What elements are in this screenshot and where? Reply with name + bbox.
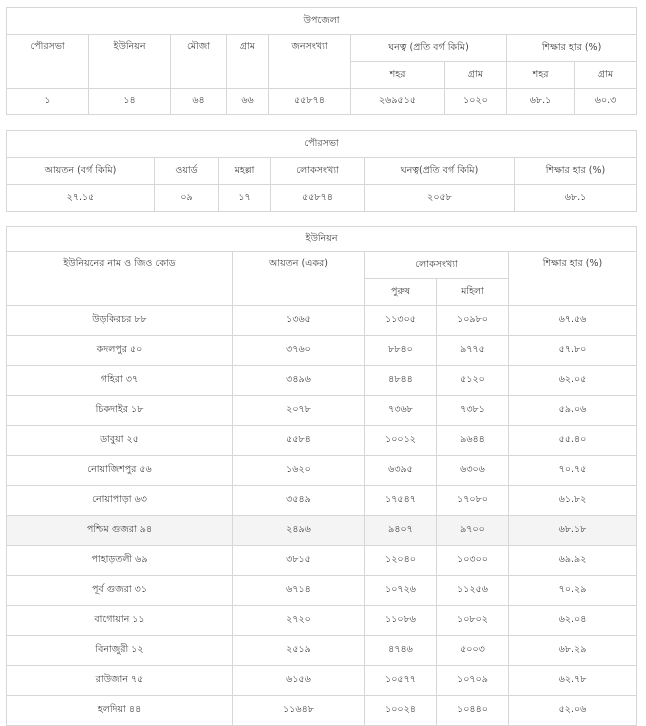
union-title: ইউনিয়ন: [7, 227, 637, 252]
cell-male: ১১৩০৫: [365, 306, 437, 336]
cell-area: ২৭২০: [233, 606, 365, 636]
cell-literacy: ৭০.২৯: [509, 576, 637, 606]
cell-name: কদলপুর ৫০: [7, 336, 233, 366]
cell-area: ৬১৫৬: [233, 666, 365, 696]
pourashava-title: পৌরসভা: [7, 131, 637, 158]
cell-male: ১০৫৭৭: [365, 666, 437, 696]
cell-literacy: ৫৫.৪০: [509, 426, 637, 456]
header-literacy: শিক্ষার হার (%): [507, 35, 637, 62]
cell-union: ১৪: [89, 89, 171, 115]
cell-area: ৩৭৬০: [233, 336, 365, 366]
cell-area: ৩৪৯৬: [233, 366, 365, 396]
cell-literacy: ৬২.০৫: [509, 366, 637, 396]
cell-area: ২৭.১৫: [7, 185, 155, 212]
cell-literacy: ৬৮.১: [515, 185, 637, 212]
table-row: [7, 606, 637, 636]
union-table-body: [7, 306, 637, 726]
cell-female: ১০৯৮০: [437, 306, 509, 336]
header-village: গ্রাম: [227, 35, 269, 89]
table-row: [7, 576, 637, 606]
cell-area: ৫৫৮৪: [233, 426, 365, 456]
table-row: [7, 486, 637, 516]
header-population: জনসংখ্যা: [269, 35, 351, 89]
cell-name: নোয়াজিশপুর ৫৬: [7, 456, 233, 486]
cell-female: ৬৩০৬: [437, 456, 509, 486]
cell-female: ১০৮০২: [437, 606, 509, 636]
table-row: [7, 426, 637, 456]
cell-literacy: ৬২.৭৮: [509, 666, 637, 696]
cell-literacy-rural: ৬০.৩: [575, 89, 637, 115]
header-literacy-urban: শহর: [507, 62, 575, 89]
cell-literacy: ৬৭.৫৬: [509, 306, 637, 336]
table-row: [7, 516, 637, 546]
cell-name: রাউজান ৭৫: [7, 666, 233, 696]
cell-density-rural: ১০২০: [445, 89, 507, 115]
cell-literacy: ৬৯.৯২: [509, 546, 637, 576]
cell-literacy: ৬৮.২৯: [509, 636, 637, 666]
header-density: ঘনত্ব(প্রতি বর্গ কিমি): [365, 158, 515, 185]
header-population: লোকসংখ্যা: [365, 252, 509, 279]
cell-area: ৩৫৪৯: [233, 486, 365, 516]
cell-male: ৭৩৬৮: [365, 396, 437, 426]
table-row: [7, 666, 637, 696]
cell-female: ৯৬৪৪: [437, 426, 509, 456]
table-row: [7, 336, 637, 366]
cell-mouza: ৬৪: [171, 89, 227, 115]
cell-female: ৫০০৩: [437, 636, 509, 666]
cell-area: ২৪৯৬: [233, 516, 365, 546]
cell-mahalla: ১৭: [219, 185, 271, 212]
table-row: [7, 306, 637, 336]
cell-literacy-urban: ৬৮.১: [507, 89, 575, 115]
cell-name: বাগোয়ান ১১: [7, 606, 233, 636]
cell-literacy: ৭০.৭৫: [509, 456, 637, 486]
cell-name: নোয়াপাড়া ৬৩: [7, 486, 233, 516]
cell-area: ৬৭১৪: [233, 576, 365, 606]
cell-female: ১১২৫৬: [437, 576, 509, 606]
table-row: [7, 696, 637, 726]
table-row: [7, 185, 637, 212]
header-population: লোকসংখ্যা: [271, 158, 365, 185]
header-literacy: শিক্ষার হার (%): [515, 158, 637, 185]
cell-male: ৪৭৪৬: [365, 636, 437, 666]
cell-female: ১০৪৪০: [437, 696, 509, 726]
cell-male: ৬৩৯৫: [365, 456, 437, 486]
cell-village: ৬৬: [227, 89, 269, 115]
cell-area: ৩৮১৫: [233, 546, 365, 576]
cell-pourashava: ১: [7, 89, 89, 115]
cell-name: চিকদাইর ১৮: [7, 396, 233, 426]
cell-literacy: ৬১.৮২: [509, 486, 637, 516]
header-union-name: ইউনিয়নের নাম ও জিও কোড: [7, 252, 233, 306]
cell-area: ২৫১৯: [233, 636, 365, 666]
cell-name: হলদিয়া ৪৪: [7, 696, 233, 726]
header-density-rural: গ্রাম: [445, 62, 507, 89]
cell-male: ৮৮৪০: [365, 336, 437, 366]
cell-area: ২০৭৮: [233, 396, 365, 426]
cell-literacy: ৬৮.১৮: [509, 516, 637, 546]
cell-female: ৭৩৮১: [437, 396, 509, 426]
header-union: ইউনিয়ন: [89, 35, 171, 89]
header-ward: ওয়ার্ড: [155, 158, 219, 185]
table-row: [7, 396, 637, 426]
header-literacy-rural: গ্রাম: [575, 62, 637, 89]
cell-name: বিনাজুরী ১২: [7, 636, 233, 666]
header-literacy: শিক্ষার হার (%): [509, 252, 637, 306]
cell-name: গহিরা ৩৭: [7, 366, 233, 396]
table-row: [7, 456, 637, 486]
table-row: [7, 89, 637, 115]
cell-area: ১৩৬৫: [233, 306, 365, 336]
cell-male: ১২০৪০: [365, 546, 437, 576]
cell-male: ১০৭২৬: [365, 576, 437, 606]
header-male: পুরুষ: [365, 279, 437, 306]
cell-area: ১১৬৪৮: [233, 696, 365, 726]
header-density: ঘনত্ব (প্রতি বর্গ কিমি): [351, 35, 507, 62]
cell-literacy: ৫২.০৬: [509, 696, 637, 726]
cell-name: পাহাড়তলী ৬৯: [7, 546, 233, 576]
header-pourashava: পৌরসভা: [7, 35, 89, 89]
cell-male: ১৭৫৪৭: [365, 486, 437, 516]
table-row: [7, 366, 637, 396]
cell-name: ডাবুয়া ২৫: [7, 426, 233, 456]
cell-male: ১১০৮৬: [365, 606, 437, 636]
cell-female: ৯৭৭৫: [437, 336, 509, 366]
table-row: [7, 636, 637, 666]
cell-female: ১০৩০০: [437, 546, 509, 576]
header-female: মহিলা: [437, 279, 509, 306]
cell-name: উড়কিরচর ৮৮: [7, 306, 233, 336]
cell-population: ৫৫৮৭৪: [269, 89, 351, 115]
cell-ward: ০৯: [155, 185, 219, 212]
cell-area: ১৬২০: [233, 456, 365, 486]
cell-male: ৯৪০৭: [365, 516, 437, 546]
header-area: আয়তন (বর্গ কিমি): [7, 158, 155, 185]
table-row: [7, 546, 637, 576]
cell-male: ৪৮৪৪: [365, 366, 437, 396]
cell-name: পূর্ব গুজরা ৩১: [7, 576, 233, 606]
header-mahalla: মহল্লা: [219, 158, 271, 185]
upazila-title: উপজেলা: [7, 8, 637, 35]
cell-density-urban: ২৬৯৫১৫: [351, 89, 445, 115]
cell-literacy: ৫৯.০৬: [509, 396, 637, 426]
header-density-urban: শহর: [351, 62, 445, 89]
cell-population: ৫৫৮৭৪: [271, 185, 365, 212]
union-table: [6, 226, 637, 726]
header-mouza: মৌজা: [171, 35, 227, 89]
cell-literacy: ৫৭.৮০: [509, 336, 637, 366]
cell-female: ১৭০৮০: [437, 486, 509, 516]
cell-female: ১০৭০৯: [437, 666, 509, 696]
cell-density: ২০৫৮: [365, 185, 515, 212]
cell-male: ১০০১২: [365, 426, 437, 456]
cell-female: ৯৭০০: [437, 516, 509, 546]
cell-female: ৫১২০: [437, 366, 509, 396]
header-area: আয়তন (একর): [233, 252, 365, 306]
pourashava-table: [6, 130, 637, 212]
cell-literacy: ৬২.০৪: [509, 606, 637, 636]
cell-name: পশ্চিম গুজরা ৯৪: [7, 516, 233, 546]
upazila-table: [6, 7, 637, 115]
cell-male: ১০০২৪: [365, 696, 437, 726]
